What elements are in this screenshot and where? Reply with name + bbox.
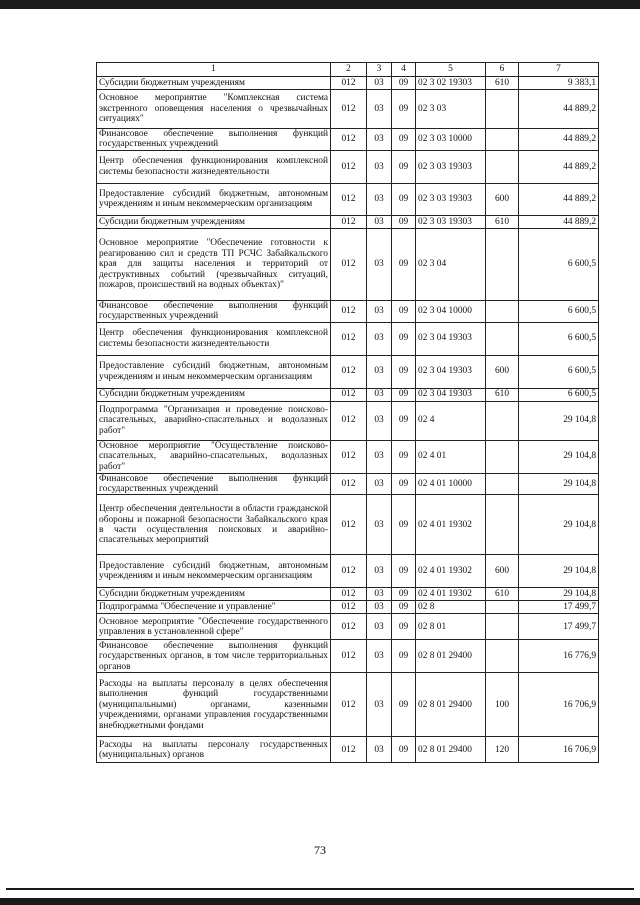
row-target-code-cell: 02 3 03 10000 bbox=[416, 129, 486, 151]
row-target-code-cell: 02 3 03 19303 bbox=[416, 215, 486, 228]
row-name-cell: Финансовое обеспечение выполнения функций государственных учреждений bbox=[97, 300, 331, 322]
row-subsection-cell: 09 bbox=[392, 322, 416, 355]
row-name-cell: Субсидии бюджетным учреждениям bbox=[97, 588, 331, 601]
table-row bbox=[97, 77, 599, 90]
row-amount-cell: 44 889,2 bbox=[519, 90, 599, 129]
row-amount-cell: 6 600,5 bbox=[519, 355, 599, 388]
row-target-code-cell: 02 4 01 19302 bbox=[416, 588, 486, 601]
row-amount-cell: 6 600,5 bbox=[519, 388, 599, 401]
table-row bbox=[97, 215, 599, 228]
row-expense-type-cell bbox=[486, 150, 519, 183]
row-gr-code-cell: 012 bbox=[331, 555, 367, 588]
row-amount-cell: 29 104,8 bbox=[519, 495, 599, 555]
table-row bbox=[97, 601, 599, 614]
row-target-code-cell: 02 8 01 29400 bbox=[416, 640, 486, 673]
row-expense-type-cell: 610 bbox=[486, 77, 519, 90]
row-target-code-cell: 02 8 01 bbox=[416, 614, 486, 640]
row-section-cell: 03 bbox=[367, 355, 392, 388]
row-gr-code-cell: 012 bbox=[331, 150, 367, 183]
row-amount-cell: 6 600,5 bbox=[519, 300, 599, 322]
row-subsection-cell: 09 bbox=[392, 183, 416, 215]
row-section-cell: 03 bbox=[367, 388, 392, 401]
row-expense-type-cell: 610 bbox=[486, 588, 519, 601]
row-amount-cell: 16 706,9 bbox=[519, 673, 599, 737]
row-expense-type-cell bbox=[486, 300, 519, 322]
row-subsection-cell: 09 bbox=[392, 640, 416, 673]
row-target-code-cell: 02 8 01 29400 bbox=[416, 673, 486, 737]
row-subsection-cell: 09 bbox=[392, 215, 416, 228]
row-name-cell: Расходы на выплаты персоналу в целях обеспечения выполнения функций государственными (муниципальными) органами, казенными учреждениями, органами управления государственными внебюджетными фондами bbox=[97, 673, 331, 737]
row-subsection-cell: 09 bbox=[392, 90, 416, 129]
row-section-cell: 03 bbox=[367, 90, 392, 129]
row-gr-code-cell: 012 bbox=[331, 90, 367, 129]
row-target-code-cell: 02 8 bbox=[416, 601, 486, 614]
row-target-code-cell: 02 4 bbox=[416, 401, 486, 440]
row-section-cell: 03 bbox=[367, 495, 392, 555]
row-expense-type-cell bbox=[486, 614, 519, 640]
scan-top-edge bbox=[0, 0, 640, 9]
row-target-code-cell: 02 3 03 19303 bbox=[416, 183, 486, 215]
row-subsection-cell: 09 bbox=[392, 355, 416, 388]
row-name-cell: Субсидии бюджетным учреждениям bbox=[97, 215, 331, 228]
row-gr-code-cell: 012 bbox=[331, 473, 367, 495]
table-row bbox=[97, 588, 599, 601]
row-expense-type-cell bbox=[486, 228, 519, 300]
header-col-3: 3 bbox=[367, 63, 392, 77]
row-gr-code-cell: 012 bbox=[331, 673, 367, 737]
row-target-code-cell: 02 3 02 19303 bbox=[416, 77, 486, 90]
row-gr-code-cell: 012 bbox=[331, 640, 367, 673]
row-amount-cell: 44 889,2 bbox=[519, 183, 599, 215]
row-amount-cell: 29 104,8 bbox=[519, 555, 599, 588]
row-gr-code-cell: 012 bbox=[331, 129, 367, 151]
row-expense-type-cell bbox=[486, 640, 519, 673]
row-section-cell: 03 bbox=[367, 300, 392, 322]
table-row bbox=[97, 90, 599, 129]
row-expense-type-cell: 600 bbox=[486, 355, 519, 388]
row-subsection-cell: 09 bbox=[392, 300, 416, 322]
table-row bbox=[97, 150, 599, 183]
row-section-cell: 03 bbox=[367, 737, 392, 763]
header-row bbox=[97, 63, 599, 77]
row-section-cell: 03 bbox=[367, 183, 392, 215]
row-name-cell: Предоставление субсидий бюджетным, автономным учреждениям и иным некоммерческим организациям bbox=[97, 183, 331, 215]
row-target-code-cell: 02 3 03 bbox=[416, 90, 486, 129]
header-col-5: 5 bbox=[416, 63, 486, 77]
row-section-cell: 03 bbox=[367, 614, 392, 640]
row-expense-type-cell bbox=[486, 440, 519, 473]
header-col-2: 2 bbox=[331, 63, 367, 77]
row-amount-cell: 29 104,8 bbox=[519, 440, 599, 473]
row-name-cell: Субсидии бюджетным учреждениям bbox=[97, 388, 331, 401]
row-expense-type-cell: 600 bbox=[486, 183, 519, 215]
table-row bbox=[97, 355, 599, 388]
row-subsection-cell: 09 bbox=[392, 473, 416, 495]
table-row bbox=[97, 473, 599, 495]
row-target-code-cell: 02 3 04 10000 bbox=[416, 300, 486, 322]
row-subsection-cell: 09 bbox=[392, 129, 416, 151]
row-name-cell: Центр обеспечения функционирования комплексной системы безопасности жизнедеятельности bbox=[97, 322, 331, 355]
row-name-cell: Предоставление субсидий бюджетным, автономным учреждениям и иным некоммерческим организациям bbox=[97, 555, 331, 588]
row-gr-code-cell: 012 bbox=[331, 322, 367, 355]
row-amount-cell: 16 706,9 bbox=[519, 737, 599, 763]
row-gr-code-cell: 012 bbox=[331, 77, 367, 90]
row-name-cell: Субсидии бюджетным учреждениям bbox=[97, 77, 331, 90]
row-subsection-cell: 09 bbox=[392, 388, 416, 401]
page-number: 73 bbox=[314, 843, 326, 857]
row-amount-cell: 17 499,7 bbox=[519, 614, 599, 640]
row-subsection-cell: 09 bbox=[392, 495, 416, 555]
row-section-cell: 03 bbox=[367, 322, 392, 355]
row-expense-type-cell bbox=[486, 90, 519, 129]
row-target-code-cell: 02 8 01 29400 bbox=[416, 737, 486, 763]
table-row bbox=[97, 673, 599, 737]
row-target-code-cell: 02 3 04 19303 bbox=[416, 355, 486, 388]
row-section-cell: 03 bbox=[367, 640, 392, 673]
row-section-cell: 03 bbox=[367, 588, 392, 601]
row-expense-type-cell bbox=[486, 129, 519, 151]
row-name-cell: Подпрограмма "Обеспечение и управление" bbox=[97, 601, 331, 614]
table-row bbox=[97, 614, 599, 640]
row-section-cell: 03 bbox=[367, 77, 392, 90]
row-amount-cell: 44 889,2 bbox=[519, 215, 599, 228]
row-expense-type-cell bbox=[486, 601, 519, 614]
table-row bbox=[97, 129, 599, 151]
row-expense-type-cell: 610 bbox=[486, 388, 519, 401]
row-gr-code-cell: 012 bbox=[331, 614, 367, 640]
row-section-cell: 03 bbox=[367, 555, 392, 588]
row-subsection-cell: 09 bbox=[392, 673, 416, 737]
table-row bbox=[97, 300, 599, 322]
row-expense-type-cell: 120 bbox=[486, 737, 519, 763]
row-amount-cell: 29 104,8 bbox=[519, 473, 599, 495]
row-gr-code-cell: 012 bbox=[331, 300, 367, 322]
row-gr-code-cell: 012 bbox=[331, 401, 367, 440]
table-row bbox=[97, 495, 599, 555]
row-expense-type-cell bbox=[486, 401, 519, 440]
row-gr-code-cell: 012 bbox=[331, 495, 367, 555]
row-expense-type-cell bbox=[486, 473, 519, 495]
header-col-7: 7 bbox=[519, 63, 599, 77]
row-expense-type-cell bbox=[486, 495, 519, 555]
row-target-code-cell: 02 3 04 bbox=[416, 228, 486, 300]
table-row bbox=[97, 640, 599, 673]
row-amount-cell: 6 600,5 bbox=[519, 322, 599, 355]
row-target-code-cell: 02 4 01 19302 bbox=[416, 555, 486, 588]
row-gr-code-cell: 012 bbox=[331, 388, 367, 401]
row-section-cell: 03 bbox=[367, 440, 392, 473]
row-section-cell: 03 bbox=[367, 601, 392, 614]
row-section-cell: 03 bbox=[367, 150, 392, 183]
table-row bbox=[97, 388, 599, 401]
table-row bbox=[97, 183, 599, 215]
row-name-cell: Основное мероприятие "Обеспечение государственного управления в установленной сфере" bbox=[97, 614, 331, 640]
row-expense-type-cell: 100 bbox=[486, 673, 519, 737]
row-subsection-cell: 09 bbox=[392, 588, 416, 601]
row-gr-code-cell: 012 bbox=[331, 440, 367, 473]
row-name-cell: Расходы на выплаты персоналу государственных (муниципальных) органов bbox=[97, 737, 331, 763]
row-gr-code-cell: 012 bbox=[331, 588, 367, 601]
row-amount-cell: 29 104,8 bbox=[519, 588, 599, 601]
row-expense-type-cell bbox=[486, 322, 519, 355]
row-name-cell: Основное мероприятие "Обеспечение готовности к реагированию сил и средств ТП РСЧС Забайкальского края для защиты населения и территорий от деструктивных событий (чрезвычайных ситуаций, пожаров, происшествий на водных объектах)" bbox=[97, 228, 331, 300]
table-row bbox=[97, 737, 599, 763]
row-subsection-cell: 09 bbox=[392, 228, 416, 300]
row-amount-cell: 29 104,8 bbox=[519, 401, 599, 440]
row-target-code-cell: 02 4 01 19302 bbox=[416, 495, 486, 555]
row-name-cell: Центр обеспечения функционирования комплексной системы безопасности жизнедеятельности bbox=[97, 150, 331, 183]
table-row bbox=[97, 228, 599, 300]
row-name-cell: Основное мероприятие "Комплексная система экстренного оповещения населения о чрезвычайных ситуациях" bbox=[97, 90, 331, 129]
row-name-cell: Финансовое обеспечение выполнения функций государственных учреждений bbox=[97, 473, 331, 495]
row-gr-code-cell: 012 bbox=[331, 737, 367, 763]
row-amount-cell: 16 776,9 bbox=[519, 640, 599, 673]
row-subsection-cell: 09 bbox=[392, 555, 416, 588]
row-subsection-cell: 09 bbox=[392, 737, 416, 763]
row-subsection-cell: 09 bbox=[392, 77, 416, 90]
row-target-code-cell: 02 4 01 10000 bbox=[416, 473, 486, 495]
row-name-cell: Финансовое обеспечение выполнения функций государственных учреждений bbox=[97, 129, 331, 151]
row-name-cell: Основное мероприятие "Осуществление поисково-спасательных, аварийно-спасательных, водолазных работ" bbox=[97, 440, 331, 473]
header-col-6: 6 bbox=[486, 63, 519, 77]
row-subsection-cell: 09 bbox=[392, 601, 416, 614]
header-col-4: 4 bbox=[392, 63, 416, 77]
row-name-cell: Финансовое обеспечение выполнения функций государственных органов, в том числе территориальных органов bbox=[97, 640, 331, 673]
scan-bottom-edge bbox=[0, 898, 640, 905]
row-target-code-cell: 02 3 04 19303 bbox=[416, 388, 486, 401]
row-subsection-cell: 09 bbox=[392, 401, 416, 440]
row-gr-code-cell: 012 bbox=[331, 228, 367, 300]
table-row bbox=[97, 555, 599, 588]
budget-table bbox=[96, 62, 599, 763]
row-subsection-cell: 09 bbox=[392, 440, 416, 473]
row-target-code-cell: 02 3 03 19303 bbox=[416, 150, 486, 183]
row-section-cell: 03 bbox=[367, 673, 392, 737]
row-amount-cell: 44 889,2 bbox=[519, 150, 599, 183]
row-name-cell: Подпрограмма "Организация и проведение поисково-спасательных, аварийно-спасательных и водолазных работ" bbox=[97, 401, 331, 440]
scan-bottom-line bbox=[6, 888, 634, 890]
table-row bbox=[97, 440, 599, 473]
row-amount-cell: 9 383,1 bbox=[519, 77, 599, 90]
row-expense-type-cell: 610 bbox=[486, 215, 519, 228]
row-section-cell: 03 bbox=[367, 129, 392, 151]
row-name-cell: Предоставление субсидий бюджетным, автономным учреждениям и иным некоммерческим организациям bbox=[97, 355, 331, 388]
row-name-cell: Центр обеспечения деятельности в области гражданской обороны и пожарной безопасности Забайкальского края в части осуществления поисковых и аварийно-спасательных мероприятий bbox=[97, 495, 331, 555]
row-section-cell: 03 bbox=[367, 228, 392, 300]
row-gr-code-cell: 012 bbox=[331, 183, 367, 215]
row-subsection-cell: 09 bbox=[392, 614, 416, 640]
row-amount-cell: 6 600,5 bbox=[519, 228, 599, 300]
row-expense-type-cell: 600 bbox=[486, 555, 519, 588]
row-amount-cell: 44 889,2 bbox=[519, 129, 599, 151]
row-subsection-cell: 09 bbox=[392, 150, 416, 183]
row-gr-code-cell: 012 bbox=[331, 601, 367, 614]
table-row bbox=[97, 322, 599, 355]
row-section-cell: 03 bbox=[367, 401, 392, 440]
header-col-1: 1 bbox=[97, 63, 331, 77]
row-gr-code-cell: 012 bbox=[331, 215, 367, 228]
row-section-cell: 03 bbox=[367, 215, 392, 228]
row-amount-cell: 17 499,7 bbox=[519, 601, 599, 614]
row-target-code-cell: 02 3 04 19303 bbox=[416, 322, 486, 355]
row-target-code-cell: 02 4 01 bbox=[416, 440, 486, 473]
row-section-cell: 03 bbox=[367, 473, 392, 495]
row-gr-code-cell: 012 bbox=[331, 355, 367, 388]
table-row bbox=[97, 401, 599, 440]
